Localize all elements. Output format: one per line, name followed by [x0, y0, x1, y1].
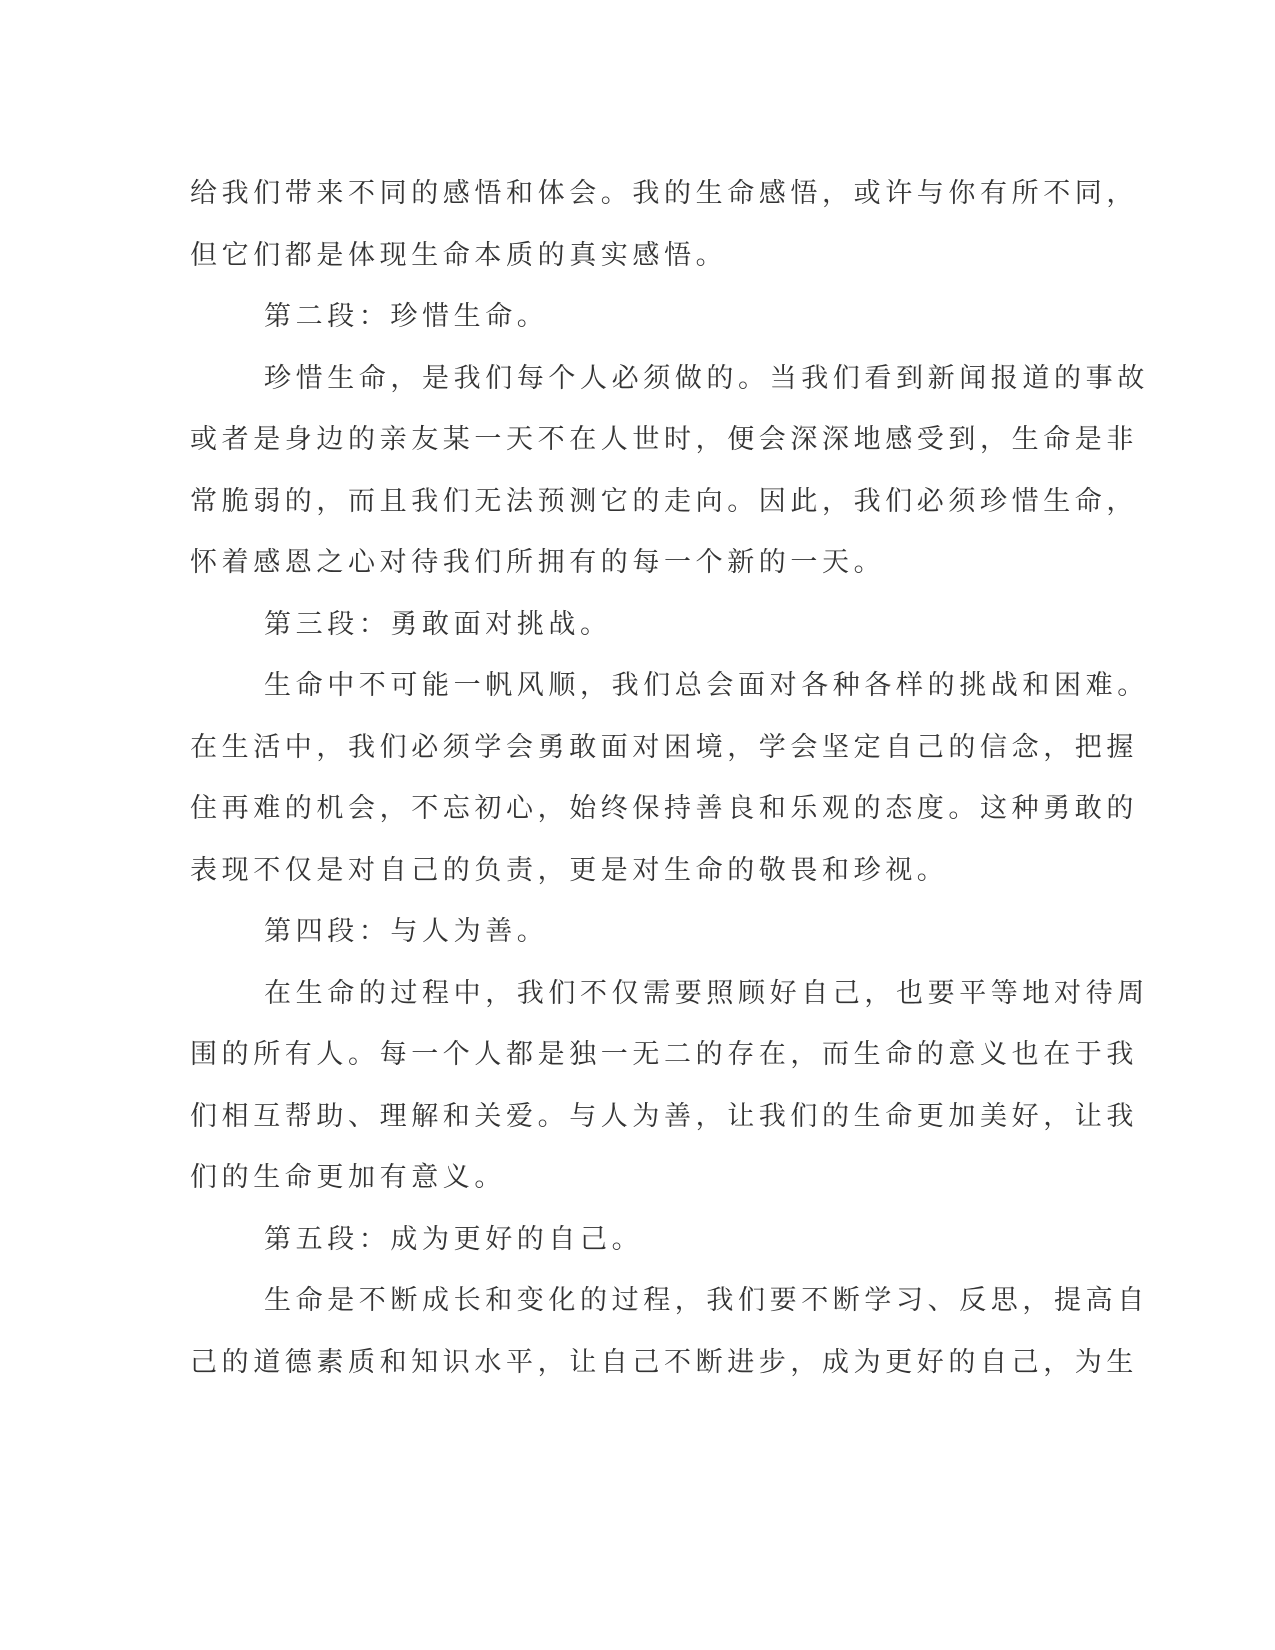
text-line: 住再难的机会，不忘初心，始终保持善良和乐观的态度。这种勇敢的	[190, 793, 1138, 824]
text-line: 围的所有人。每一个人都是独一无二的存在，而生命的意义也在于我	[190, 1039, 1138, 1070]
text-line: 或者是身边的亲友某一天不在人世时，便会深深地感受到，生命是非	[190, 424, 1138, 455]
text-line: 常脆弱的，而且我们无法预测它的走向。因此，我们必须珍惜生命，	[190, 485, 1138, 517]
paragraph-first-line: 珍惜生命，是我们每个人必须做的。当我们看到新闻报道的事故	[264, 362, 1149, 394]
section-heading: 第三段：勇敢面对挑战。	[264, 608, 612, 640]
document-body	[190, 163, 1149, 1393]
paragraph-first-line: 在生命的过程中，我们不仅需要照顾好自己，也要平等地对待周	[264, 977, 1149, 1009]
paragraph-first-line: 生命中不可能一帆风顺，我们总会面对各种各样的挑战和困难。	[264, 670, 1149, 701]
section-heading: 第二段：珍惜生命。	[264, 301, 549, 332]
text-line: 在生活中，我们必须学会勇敢面对困境，学会坚定自己的信念，把握	[190, 731, 1138, 763]
section-heading: 第四段：与人为善。	[264, 916, 549, 947]
text-line: 表现不仅是对自己的负责，更是对生命的敬畏和珍视。	[190, 854, 949, 886]
text-line: 怀着感恩之心对待我们所拥有的每一个新的一天。	[190, 547, 886, 578]
paragraph-first-line: 生命是不断成长和变化的过程，我们要不断学习、反思，提高自	[264, 1285, 1149, 1316]
text-line: 们的生命更加有意义。	[190, 1162, 506, 1193]
text-line: 给我们带来不同的感悟和体会。我的生命感悟，或许与你有所不同，	[190, 178, 1138, 209]
text-line: 们相互帮助、理解和关爱。与人为善，让我们的生命更加美好，让我	[190, 1100, 1138, 1132]
text-line: 但它们都是体现生命本质的真实感悟。	[190, 239, 728, 271]
text-line: 己的道德素质和知识水平，让自己不断进步，成为更好的自己，为生	[190, 1346, 1138, 1378]
section-heading: 第五段：成为更好的自己。	[264, 1223, 644, 1255]
